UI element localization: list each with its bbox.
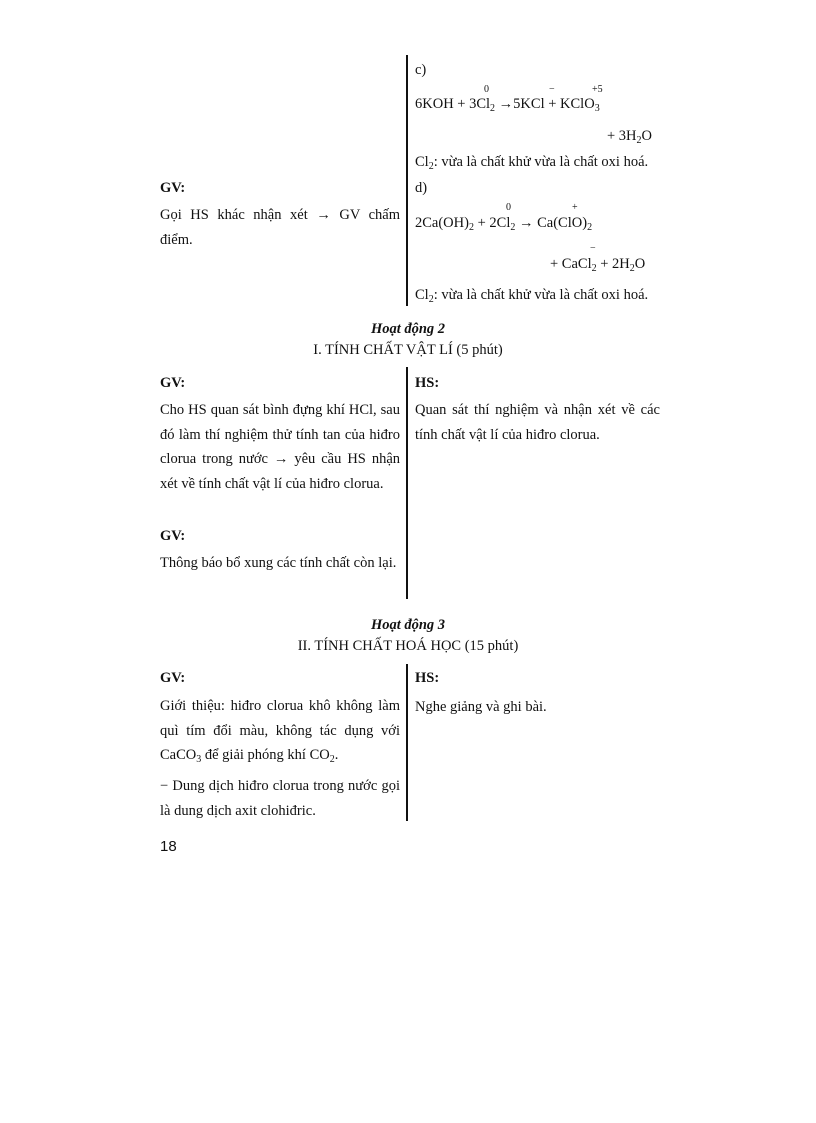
hs-label-3: HS: — [415, 670, 440, 686]
activity3-subtitle: II. TÍNH CHẤT HOÁ HỌC (15 phút) — [297, 638, 519, 654]
gv-text-5: − Dung dịch hiđro clorua trong nước gọi là dung dịch axit clohiđric. — [160, 778, 400, 819]
page-number: 18 — [160, 838, 177, 855]
oxidation-state-kclo3: +5 — [592, 84, 603, 95]
label-d: d) — [415, 180, 428, 196]
column-divider-3 — [406, 664, 408, 821]
oxidation-state-kcl: − — [549, 84, 555, 95]
gv-text-1: Gọi HS khác nhận xét → GV chấm điểm. — [160, 207, 400, 248]
note-c: $Cl_2$: vừa là chất khử vừa là chất oxi hoá. — [415, 154, 649, 172]
equation-d-line1: $2Ca(OH)_2 + 2Cl_2 \to Ca(ClO)_2$ — [415, 215, 593, 233]
oxidation-state-d-cl2: 0 — [506, 202, 511, 213]
oxidation-state-cl2: 0 — [484, 84, 489, 95]
label-c: c) — [415, 62, 427, 78]
column-divider-2 — [406, 367, 408, 599]
hs-label-2: HS: — [415, 375, 440, 391]
equation-c-line1: $6KOH + 3Cl_2 \to 5KCl$ + KClO$_3$ — [415, 96, 600, 114]
activity2-title: Hoạt động 2 — [370, 321, 446, 337]
gv-label-4: GV: — [160, 670, 186, 686]
gv-label-1: GV: — [160, 180, 186, 196]
gv-text-2: Cho HS quan sát bình đựng khí HCl, sau đó làm thí nghiệm thử tính tan của hiđro clorua trong nước → yêu cầu HS nhận xét về tính chất vật lí của hiđro clorua. — [160, 402, 400, 492]
activity2-subtitle: I. TÍNH CHẤT VẬT LÍ (5 phút) — [313, 342, 503, 358]
hs-text-2: Quan sát thí nghiệm và nhận xét về các tính chất vật lí của hiđro clorua. — [415, 402, 660, 443]
activity3-title: Hoạt động 3 — [370, 617, 446, 633]
gv-text-4: Giới thiệu: hiđro clorua khô không làm quì tím đổi màu, không tác dụng với CaCO$_3$ để giải phóng khí $CO_2$. — [160, 698, 400, 765]
gv-label-2: GV: — [160, 375, 186, 391]
gv-text-3: Thông báo bổ xung các tính chất còn lại. — [160, 555, 397, 571]
equation-c-line2: + $3H_2O$ — [607, 128, 653, 146]
oxidation-state-d-cacl2: − — [590, 243, 596, 254]
column-divider-1 — [406, 55, 408, 306]
gv-label-3: GV: — [160, 528, 186, 544]
note-d: $Cl_2$: vừa là chất khử vừa là chất oxi hoá. — [415, 287, 649, 305]
equation-d-line2: + CaCl$_2$ + $2H_2O$ — [550, 256, 646, 274]
oxidation-state-d-clo: + — [572, 202, 578, 213]
hs-text-3: Nghe giảng và ghi bài. — [415, 699, 547, 715]
